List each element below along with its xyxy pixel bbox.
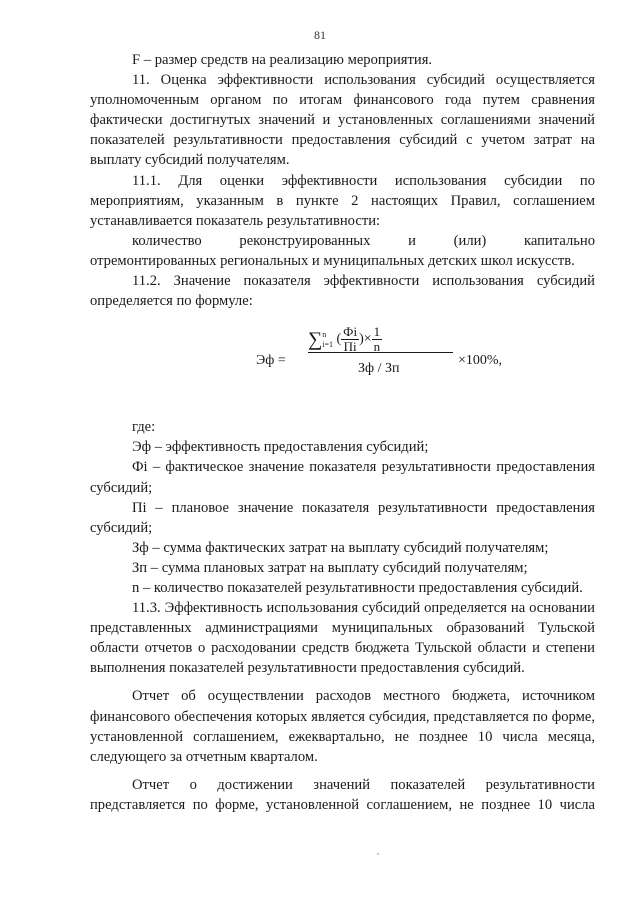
definition-indicator-count: n – количество показателей результативности предоставления субсидий. bbox=[132, 579, 583, 596]
definition-fact-costs: Зф – сумма фактических затрат на выплату субсидий получателям; bbox=[132, 539, 549, 556]
sum-lower-limit: i=1 bbox=[322, 339, 333, 349]
formula-open-paren: ( bbox=[336, 331, 342, 347]
paragraph-expense-report: Отчет об осуществлении расходов местного бюджета, источником финансового обеспечения которых является субсидия, представляется по форме, установленной соглашением, ежеквартально, не позднее 10 числа месяца, следующего за отчетным кварталом. bbox=[90, 688, 595, 765]
formula-denominator: Зф / Зп bbox=[358, 361, 400, 377]
document-body bbox=[90, 50, 595, 815]
paragraph-11-3: 11.3. Эффективность использования субсидий определяется на основании представленных администрациями муниципальных образований Тульской области отчетов о расходовании средств бюджета Тульской области и степени выполнения показателей результативности предоставления субсидий. bbox=[90, 600, 595, 677]
definition-efficiency: Эф – эффективность предоставления субсидий; bbox=[132, 439, 429, 456]
page-number: 81 bbox=[314, 28, 326, 42]
sigma-symbol: ∑ bbox=[308, 328, 323, 351]
sum-limits bbox=[322, 330, 333, 350]
sum-upper-limit: n bbox=[322, 329, 327, 339]
fraction-one: 1 bbox=[373, 324, 381, 340]
paragraph-11-2: 11.2. Значение показателя эффективности использования субсидий определяется по формуле: bbox=[90, 273, 595, 310]
paragraph-f-definition: F – размер средств на реализацию мероприятия. bbox=[132, 52, 433, 68]
formula-tail: ×100%, bbox=[458, 353, 503, 369]
one-over-n-fraction bbox=[372, 325, 383, 354]
fraction-fact: Фi bbox=[343, 324, 358, 340]
paragraph-results-report: Отчет о достижении значений показателей результативности представляется по форме, установленной соглашением, не позднее 10 числа bbox=[90, 776, 595, 813]
efficiency-formula bbox=[90, 311, 595, 409]
definition-fact-value: Фi – фактическое значение показателя результативности предоставления субсидий; bbox=[90, 459, 595, 496]
definition-plan-costs: Зп – сумма плановых затрат на выплату субсидий получателям; bbox=[132, 559, 528, 576]
paragraph-indicator-line-1: количество реконструированных и (или) капитально bbox=[132, 232, 595, 249]
definition-plan-value: Пi – плановое значение показателя результативности предоставления субсидий; bbox=[90, 499, 595, 536]
formula-numerator bbox=[308, 325, 382, 354]
fraction-plan: Пi bbox=[343, 339, 357, 355]
formula-fraction-bar bbox=[308, 352, 453, 353]
formula-lhs: Эф = bbox=[256, 353, 286, 369]
scan-speck bbox=[377, 853, 379, 855]
paragraph-11-1: 11.1. Для оценки эффективности использования субсидии по мероприятиям, указанным в пункте 2 настоящих Правил, соглашением устанавливается показатель результативности: bbox=[90, 172, 595, 229]
paragraph-11: 11. Оценка эффективности использования субсидий осуществляется уполномоченным органом по итогам финансового года путем сравнения фактически достигнутых значений и установленных соглашениями значений показателей результативности предоставления субсидий с учетом затрат на выплату субсидий получателям. bbox=[90, 72, 595, 169]
fraction-n: n bbox=[373, 339, 381, 355]
where-label: где: bbox=[132, 419, 156, 436]
formula-close-times: )× bbox=[359, 331, 372, 347]
paragraph-indicator-line-2: отремонтированных региональных и муниципальных детских школ искусств. bbox=[90, 252, 575, 269]
fact-over-plan-fraction bbox=[341, 325, 359, 354]
